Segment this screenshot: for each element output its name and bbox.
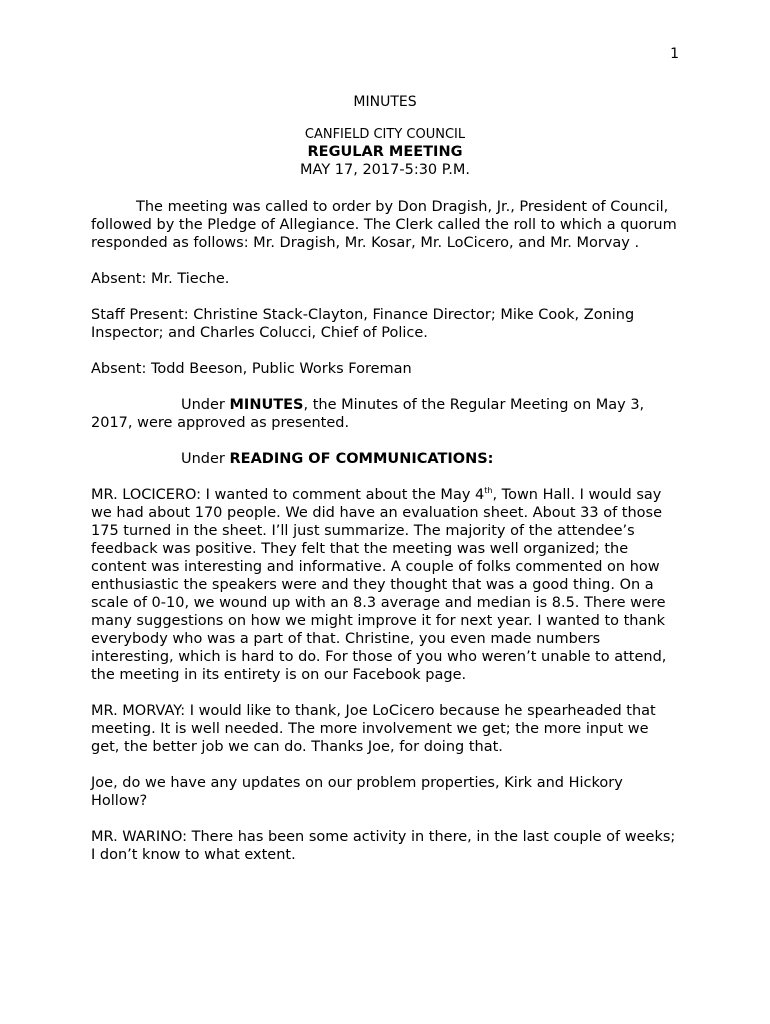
communications-heading: READING OF COMMUNICATIONS: (229, 451, 494, 467)
absent-council-paragraph: Absent: Mr. Tieche. (91, 271, 230, 287)
ordinal-superscript: th (484, 486, 493, 496)
document-header (0, 94, 770, 179)
minutes-rest-text: , the Minutes of the Regular Meeting on May 3, 2017, were approved as presented. (91, 397, 645, 431)
meeting-date: MAY 17, 2017-5:30 P.M. (300, 162, 470, 178)
absent-staff-paragraph: Absent: Todd Beeson, Public Works Foreman (91, 361, 412, 377)
council-name: CANFIELD CITY COUNCIL (304, 127, 466, 142)
communications-paragraph (91, 450, 681, 468)
locicero-text-rest: , Town Hall. I would say we had about 170 people. We did have an evaluation sheet. About 33 of those 175 turned in the sheet. I’ll just summarize. The majority of the attendee’s feedback was positive. They felt that the meeting was well organized; the content was interesting and informative. A couple of folks commented on how enthusiastic the speakers were and they thought that was a good thing. On a scale of 0-10, we wound up with an 8.3 average and median is 8.5. There were many suggestions on how we might improve it for next year. I wanted to thank everybody who was a part of that. Christine, you even made numbers interesting, which is hard to do. For those of you who weren’t unable to attend, the meeting in its entirety is on our Facebook page. (91, 487, 667, 683)
minutes-approval-paragraph (91, 396, 681, 432)
joe-question: Joe, do we have any updates on our problem properties, Kirk and Hickory Hollow? (91, 775, 623, 809)
page-number: 1 (670, 46, 679, 62)
meeting-type: REGULAR MEETING (307, 144, 463, 160)
communications-under-text: Under (181, 451, 230, 467)
warino-statement: MR. WARINO: There has been some activity in there, in the last couple of weeks; I don’t know to what extent. (91, 829, 676, 863)
minutes-body (91, 198, 681, 882)
staff-present-paragraph: Staff Present: Christine Stack-Clayton, Finance Director; Mike Cook, Zoning Inspector; and Charles Colucci, Chief of Police. (91, 307, 635, 341)
minutes-heading: MINUTES (229, 397, 304, 413)
locicero-statement (91, 486, 681, 684)
opening-paragraph: The meeting was called to order by Don Dragish, Jr., President of Council, followed by the Pledge of Allegiance. The Clerk called the roll to which a quorum responded as follows: Mr. Dragish, Mr. Kosar, Mr. LoCicero, and Mr. Morvay . (91, 199, 677, 251)
morvay-statement: MR. MORVAY: I would like to thank, Joe LoCicero because he spearheaded that meeting. It is well needed. The more involvement we get; the more input we get, the better job we can do. Thanks Joe, for doing that. (91, 703, 656, 755)
locicero-text-start: MR. LOCICERO: I wanted to comment about the May 4 (91, 487, 485, 503)
document-title: MINUTES (353, 94, 417, 110)
minutes-under-text: Under (181, 397, 230, 413)
